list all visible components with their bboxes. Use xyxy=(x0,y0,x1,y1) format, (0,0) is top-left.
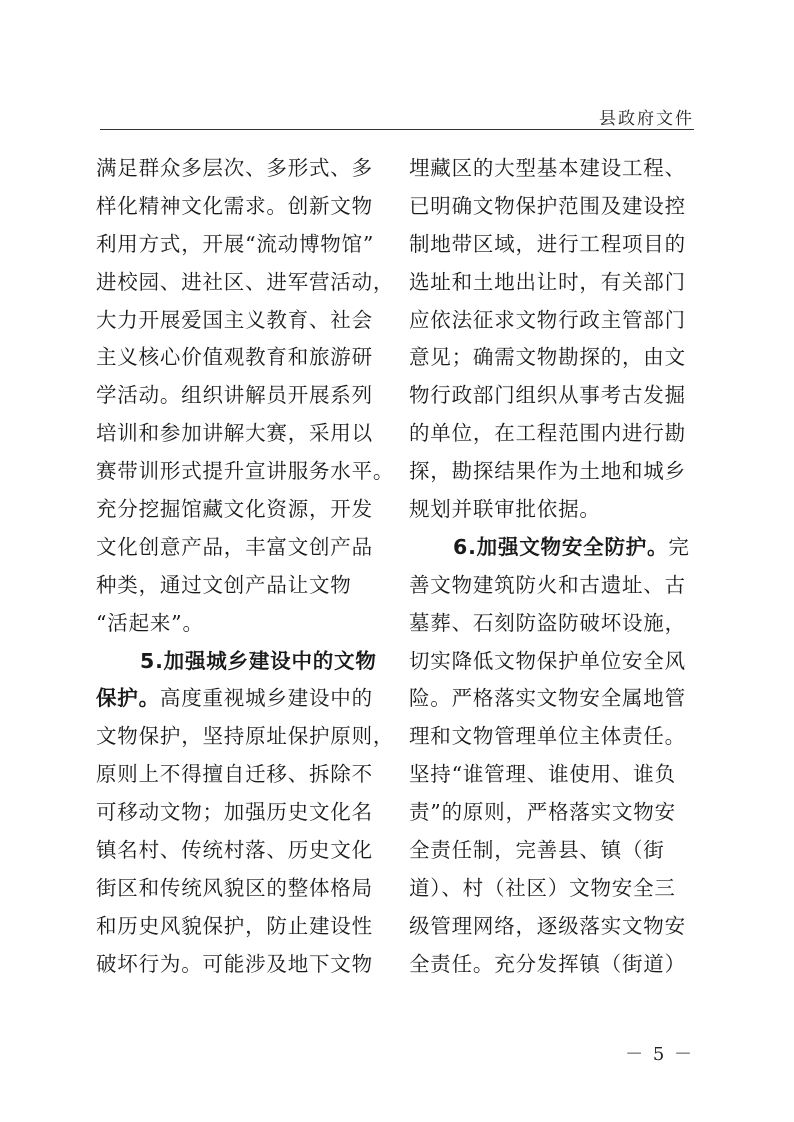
section-5-heading-continued xyxy=(96,680,383,718)
text-line: 制地带区域，进行工程项目的 xyxy=(409,231,686,256)
text-line: 意见；确需文物勘探的，由文 xyxy=(409,345,686,370)
text-line: 全责任。充分发挥镇（街道） xyxy=(409,951,686,976)
text-line: 应依法征求文物行政主管部门 xyxy=(409,307,686,332)
text-line: 选址和土地出让时，有关部门 xyxy=(409,269,686,294)
text-line: 原则上不得擅自迁移、拆除不 xyxy=(96,762,373,787)
section-5-body-start: 高度重视城乡建设中的 xyxy=(159,686,373,711)
text-line: 级管理网络，逐级落实文物安 xyxy=(409,913,686,938)
text-line: 物行政部门组织从事考古发掘 xyxy=(409,383,686,408)
text-line: 责”的原则，严格落实文物安 xyxy=(409,800,676,825)
section-6-heading-line xyxy=(409,529,696,567)
right-column xyxy=(409,150,696,984)
text-line: 探，勘探结果作为土地和城乡 xyxy=(409,459,686,484)
section-6-heading: 6.加强文物安全防护。 xyxy=(453,534,669,559)
text-line: 已明确文物保护范围及建设控 xyxy=(409,193,686,218)
text-line: 坚持“谁管理、谁使用、谁负 xyxy=(409,762,676,787)
text-line: 大力开展爱国主义教育、社会 xyxy=(96,307,373,332)
text-line: 镇名村、传统村落、历史文化 xyxy=(96,838,373,863)
text-line: 善文物建筑防火和古遗址、古 xyxy=(409,572,686,597)
text-line: 理和文物管理单位主体责任。 xyxy=(409,724,686,749)
text-line: 赛带训形式提升宣讲服务水平。 xyxy=(96,459,395,484)
text-line: 街区和传统风貌区的整体格局 xyxy=(96,875,373,900)
text-line: 规划并联审批依据。 xyxy=(409,497,601,522)
text-line: 险。严格落实文物安全属地管 xyxy=(409,686,686,711)
section-6-body-start: 完 xyxy=(668,534,690,559)
text-line: 文物保护，坚持原址保护原则， xyxy=(96,724,395,749)
text-line: 学活动。组织讲解员开展系列 xyxy=(96,383,373,408)
page-number: － 5 － xyxy=(625,1044,694,1065)
section-5-heading: 5.加强城乡建设中的文物 xyxy=(140,648,377,673)
text-line: 进校园、进社区、进军营活动， xyxy=(96,269,395,294)
text-line: 利用方式，开展“流动博物馆” xyxy=(96,231,375,256)
text-line: 主义核心价值观教育和旅游研 xyxy=(96,345,373,370)
text-line: 埋藏区的大型基本建设工程、 xyxy=(409,156,686,180)
text-line: 种类，通过文创产品让文物 xyxy=(96,572,352,597)
text-line: 破坏行为。可能涉及地下文物 xyxy=(96,951,373,976)
text-line: “活起来”。 xyxy=(96,610,204,635)
header-divider xyxy=(100,129,694,130)
text-line: 墓葬、石刻防盗防破坏设施， xyxy=(409,610,686,635)
header-title: 县政府文件 xyxy=(599,109,694,129)
text-line: 培训和参加讲解大赛，采用以 xyxy=(96,421,373,446)
text-line: 充分挖掘馆藏文化资源，开发 xyxy=(96,497,373,522)
section-5-heading-end: 保护。 xyxy=(96,686,160,711)
text-line: 切实降低文物保护单位安全风 xyxy=(409,648,686,673)
text-line: 全责任制，完善县、镇（街 xyxy=(409,838,665,863)
text-line: 和历史风貌保护，防止建设性 xyxy=(96,913,373,938)
left-column xyxy=(96,150,395,984)
text-line: 可移动文物；加强历史文化名 xyxy=(96,800,373,825)
text-line: 文化创意产品，丰富文创产品 xyxy=(96,534,373,559)
text-line: 的单位，在工程范围内进行勘 xyxy=(409,421,686,446)
text-line: 满足群众多层次、多形式、多 xyxy=(96,156,373,180)
text-line: 道）、村（社区）文物安全三 xyxy=(409,875,676,900)
text-line: 样化精神文化需求。创新文物 xyxy=(96,193,373,218)
